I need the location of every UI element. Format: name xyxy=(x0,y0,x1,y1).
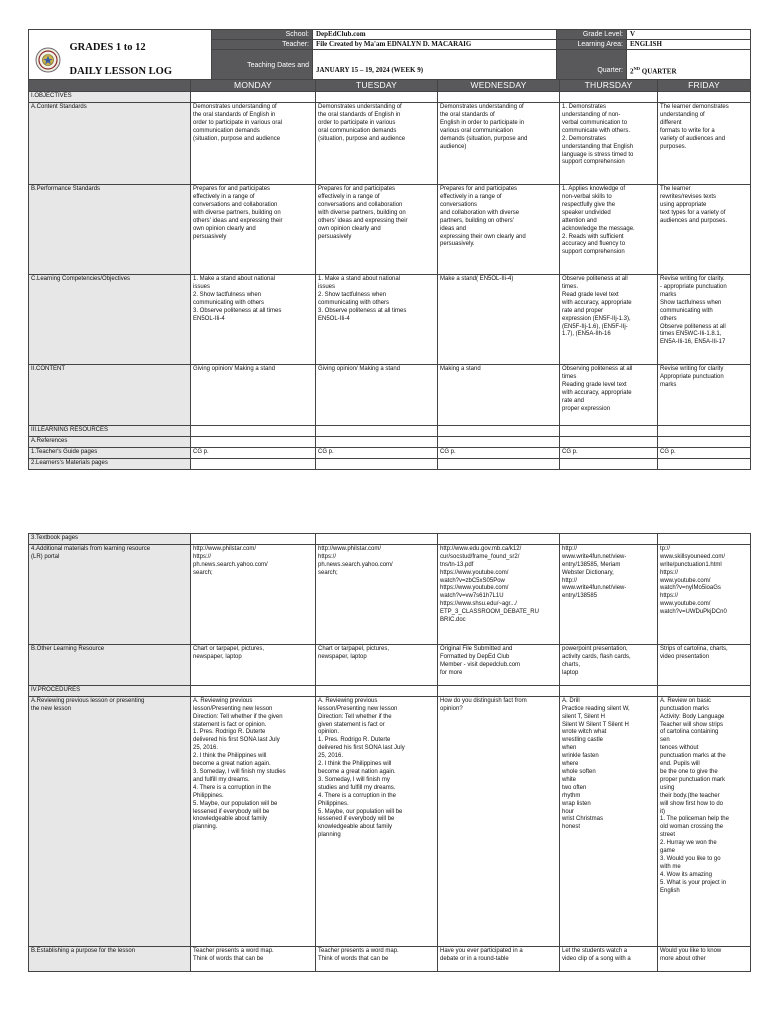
teaching-dates-value: JANUARY 15 – 19, 2024 (WEEK 9) xyxy=(313,50,557,91)
performance-standards-tue: Prepares for and participates effectively in a range of conversations and collaboration with diverse partners, building on others' ideas and expressing their own opinion clearly and persuasively xyxy=(316,185,438,275)
objectives-thu xyxy=(560,92,658,103)
review-thu: A. Drill Practice reading silent W, silent T, Silent H Silent W Silent T Silent H wrote witch what wrestling castle when wrinkle fasten where whole soften white two often rhythm wrap listen hour wrist Christmas honest xyxy=(560,696,658,946)
purpose-thu: Let the students watch a video clip of a song with a xyxy=(560,946,658,971)
competencies-label: C.Learning Competencies/Objectives xyxy=(29,275,191,365)
review-label: A.Reviewing previous lesson or presenting the new lesson xyxy=(29,696,191,946)
teachers-guide-thu: CG p. xyxy=(560,447,658,458)
objectives-fri xyxy=(658,92,751,103)
other-resource-tue: Chart or tarpapel, pictures, newspaper, laptop xyxy=(316,644,438,685)
learning-resources-row xyxy=(29,426,751,437)
textbook-row xyxy=(29,534,751,545)
additional-materials-wed: http://www.edu.gov.mb.ca/k12/ cur/socstud/frame_found_sr2/ tns/tn-13.pdf https://www.youtube.com/ watch?v=zbC5xS05Pow https://www.youtube.com/ watch?v=vw7s61h7L1U https://www.shsu.edu/~agr.../ ETP_3_CLASSROOM_DEBATE_RU BRIC.doc xyxy=(438,544,560,644)
grade-level-label: Grade Level: xyxy=(557,30,627,40)
additional-materials-mon: http://www.philstar.com/ https:// ph.news.search.yahoo.com/ search; xyxy=(191,544,316,644)
procedures-wed xyxy=(438,685,560,696)
review-row xyxy=(29,696,751,946)
title-line-1: GRADES 1 to 12 xyxy=(69,42,146,53)
learners-materials-thu xyxy=(560,458,658,469)
day-header-row xyxy=(29,80,751,92)
other-resource-fri: Strips of cartolina, charts, video presentation xyxy=(658,644,751,685)
other-resource-thu: powerpoint presentation, activity cards, flash cards, charts, laptop xyxy=(560,644,658,685)
references-tue xyxy=(316,437,438,448)
content-standards-fri: The learner demonstrates understanding of different formats to write for a variety of audiences and purposes. xyxy=(658,103,751,185)
purpose-row xyxy=(29,946,751,971)
day-header-blank xyxy=(29,80,191,92)
performance-standards-row xyxy=(29,185,751,275)
learners-materials-wed xyxy=(438,458,560,469)
teachers-guide-fri: CG p. xyxy=(658,447,751,458)
textbook-thu xyxy=(560,534,658,545)
quarter-number: 2 xyxy=(630,67,634,76)
textbook-mon xyxy=(191,534,316,545)
purpose-tue: Teacher presents a word map. Think of words that can be xyxy=(316,946,438,971)
learners-materials-tue xyxy=(316,458,438,469)
content-wed: Making a stand xyxy=(438,365,560,426)
learning-resources-wed xyxy=(438,426,560,437)
purpose-mon: Teacher presents a word map. Think of words that can be xyxy=(191,946,316,971)
learning-resources-fri xyxy=(658,426,751,437)
textbook-wed xyxy=(438,534,560,545)
school-label: School: xyxy=(212,30,313,40)
performance-standards-mon: Prepares for and participates effectively in a range of conversations and collaboration with diverse partners, building on others' ideas and expressing their own opinion clearly and persuasively xyxy=(191,185,316,275)
additional-materials-fri: tp:// www.skillsyouneed.com/ write/punctuation1.html https:// www.youtube.com/ watch?v=nyIMo5ioaGs https:// www.youtube.com/ watch?v=UWDuPkjDCn0 xyxy=(658,544,751,644)
teacher-label: Teacher: xyxy=(212,40,313,50)
objectives-mon xyxy=(191,92,316,103)
teachers-guide-label: 1.Teacher's Guide pages xyxy=(29,447,191,458)
lesson-table-2 xyxy=(28,533,751,972)
procedures-thu xyxy=(560,685,658,696)
references-thu xyxy=(560,437,658,448)
review-fri: A. Review on basic punctuation marks Activity: Body Language Teacher will show strips of cartolina containing sen tences without punctuation marks at the end. Pupils will be the one to give the proper punctuation mark using their body.(the teacher will show first how to do it) 1. The policeman help the old woman crossing the street 2. Hurray we won the game 3. Would you like to go with me 4. Wow its amazing 5. What is your project in English xyxy=(658,696,751,946)
performance-standards-label: B.Performance Standards xyxy=(29,185,191,275)
other-resource-mon: Chart or tarpapel, pictures, newspaper, laptop xyxy=(191,644,316,685)
content-standards-wed: Demonstrates understanding of the oral standards of English in order to participate in various oral communication demands (situation, purpose and audience) xyxy=(438,103,560,185)
day-header-friday: FRIDAY xyxy=(658,80,751,92)
content-tue: Giving opinion/ Making a stand xyxy=(316,365,438,426)
learners-materials-row xyxy=(29,458,751,469)
review-wed: How do you distinguish fact from opinion? xyxy=(438,696,560,946)
additional-materials-thu: http:// www.write4fun.net/view- entry/138585, Meriam Webster Dictionary, http:// www.write4fun.net/view- entry/138585 xyxy=(560,544,658,644)
day-header-thursday: THURSDAY xyxy=(560,80,658,92)
performance-standards-fri: The learner rewrites/revises texts using appropriate text types for a variety of audiences and purposes. xyxy=(658,185,751,275)
day-header-monday: MONDAY xyxy=(191,80,316,92)
references-row xyxy=(29,437,751,448)
teachers-guide-mon: CG p. xyxy=(191,447,316,458)
procedures-tue xyxy=(316,685,438,696)
procedures-label: IV.PROCEDURES xyxy=(29,685,191,696)
competencies-wed: Make a stand( EN5OL-IIi-4) xyxy=(438,275,560,365)
references-label: A.References xyxy=(29,437,191,448)
learners-materials-fri xyxy=(658,458,751,469)
other-resource-row xyxy=(29,644,751,685)
content-standards-mon: Demonstrates understanding of the oral standards of English in order to participate in various oral communication demands (situation, purpose and audience xyxy=(191,103,316,185)
learning-resources-label: III.LEARNING RESOURCES xyxy=(29,426,191,437)
school-value: DepEdClub.com xyxy=(313,30,557,40)
objectives-tue xyxy=(316,92,438,103)
learning-area-value: ENGLISH xyxy=(627,40,751,50)
procedures-fri xyxy=(658,685,751,696)
content-standards-tue: Demonstrates understanding of the oral standards of English in order to participate in various oral communication demands (situation, purpose and audience xyxy=(316,103,438,185)
learning-resources-tue xyxy=(316,426,438,437)
objectives-row xyxy=(29,92,751,103)
grade-level-value: V xyxy=(627,30,751,40)
competencies-row xyxy=(29,275,751,365)
quarter-suffix: ND xyxy=(633,65,640,71)
references-mon xyxy=(191,437,316,448)
performance-standards-wed: Prepares for and participates effectively in a range of conversations and collaboration with diverse partners, building on others' ideas and expressing their own clearly and persuasively. xyxy=(438,185,560,275)
content-fri: Revise writing for clarity Appropriate punctuation marks xyxy=(658,365,751,426)
competencies-thu xyxy=(560,275,658,365)
purpose-label: B.Establishing a purpose for the lesson xyxy=(29,946,191,971)
objectives-wed xyxy=(438,92,560,103)
textbook-fri xyxy=(658,534,751,545)
textbook-tue xyxy=(316,534,438,545)
teacher-value: File Created by Ma'am EDNALYN D. MACARAIG xyxy=(313,40,557,50)
additional-materials-row xyxy=(29,544,751,644)
learning-area-label: Learning Area: xyxy=(557,40,627,50)
procedures-mon xyxy=(191,685,316,696)
teachers-guide-wed: CG p. xyxy=(438,447,560,458)
purpose-wed: Have you ever participated in a debate or in a round-table xyxy=(438,946,560,971)
review-tue: A. Reviewing previous lesson/Presenting new lesson Direction: Tell whether if the given statement is fact or opinion. 1. Pres. Rodrigo R. Duterte delivered his first SONA last July 25, 2016. 2. I think the Philippines will become a great nation again. 3. Someday, I will finish my studies and fulfill my dreams. 4. There is a corruption in the Philippines. 5. Maybe, our population will be lessened if everybody will be knowledgeable about family planning xyxy=(316,696,438,946)
teachers-guide-row xyxy=(29,447,751,458)
learners-materials-mon xyxy=(191,458,316,469)
textbook-label: 3.Textbook pages xyxy=(29,534,191,545)
learners-materials-label: 2.Learners's Materials pages xyxy=(29,458,191,469)
content-mon: Giving opinion/ Making a stand xyxy=(191,365,316,426)
content-standards-thu: 1. Demonstrates understanding of non- verbal communication to communicate with others. 2. Demonstrates understanding that English language is stress timed to support comprehension xyxy=(560,103,658,185)
review-mon: A. Reviewing previous lesson/Presenting new lesson Direction: Tell whether if the given statement is fact or opinion. 1. Pres. Rodrigo R. Duterte delivered his first SONA last July 25, 2016. 2. I think the Philippines will become a great nation again. 3. Someday, I will finish my studies and fulfill my dreams. 4. There is a corruption in the Philippines. 5. Maybe, our population will be lessened if everybody will be knowledgeable about family planning. xyxy=(191,696,316,946)
content-standards-label: A.Content Standards xyxy=(29,103,191,185)
deped-seal-logo xyxy=(35,47,61,73)
learning-resources-thu xyxy=(560,426,658,437)
teachers-guide-tue: CG p. xyxy=(316,447,438,458)
additional-materials-tue: http://www.philstar.com/ https:// ph.news.search.yahoo.com/ search; xyxy=(316,544,438,644)
references-wed xyxy=(438,437,560,448)
competencies-fri: Revise writing for clarity. - appropriate punctuation marks Show tactfulness when communicating with others Observe politeness at all times EN5WC-IIi-1.8.1, EN5A-IIi-16, EN5A-IIi-17 xyxy=(658,275,751,365)
quarter-word: QUARTER xyxy=(640,67,677,76)
competencies-mon: 1. Make a stand about national issues 2. Show tactfulness when communicating with others 3. Observe politeness at all times EN5OL-IIi-4 xyxy=(191,275,316,365)
lesson-grid-part-2 xyxy=(28,533,750,972)
learning-resources-mon xyxy=(191,426,316,437)
objectives-label: I.OBJECTIVES xyxy=(29,92,191,103)
content-row xyxy=(29,365,751,426)
title-line-2: DAILY LESSON LOG xyxy=(69,66,173,77)
day-header-tuesday: TUESDAY xyxy=(316,80,438,92)
content-standards-row xyxy=(29,103,751,185)
procedures-row xyxy=(29,685,751,696)
quarter-label: Quarter: xyxy=(557,50,627,91)
day-header-wednesday: WEDNESDAY xyxy=(438,80,560,92)
content-label: II.CONTENT xyxy=(29,365,191,426)
other-resource-wed: Original File Submitted and Formatted by DepEd Club Member - visit depedclub.com for more xyxy=(438,644,560,685)
lesson-grid-part-1 xyxy=(28,79,750,470)
content-thu: Observing politeness at all times Reading grade level text with accuracy, appropriate rate and proper expression xyxy=(560,365,658,426)
lesson-table-1 xyxy=(28,79,751,470)
competencies-thu-text: Observe politeness at all times. Read grade level text with accuracy, appropriate rate and proper expression (EN5F-IIj-1.3), (EN5F-IIj-1.6), (EN5F-IIj- 1.7), (EN5A-IIh-16 xyxy=(562,276,632,338)
competencies-tue: 1. Make a stand about national issues 2. Show tactfulness when communicating with others 3. Observe politeness at all times EN5OL-IIi-4 xyxy=(316,275,438,365)
performance-standards-thu: 1. Applies knowledge of non-verbal skills to respectfully give the speaker undivided attention and acknowledge the message. 2. Reads with sufficient accuracy and fluency to support comprehension xyxy=(560,185,658,275)
references-fri xyxy=(658,437,751,448)
purpose-fri: Would you like to know more about other xyxy=(658,946,751,971)
other-resource-label: B.Other Learning Resource xyxy=(29,644,191,685)
additional-materials-label: 4.Additional materials from learning resource (LR) portal xyxy=(29,544,191,644)
teaching-dates-label-1: Teaching Dates and xyxy=(212,50,313,81)
